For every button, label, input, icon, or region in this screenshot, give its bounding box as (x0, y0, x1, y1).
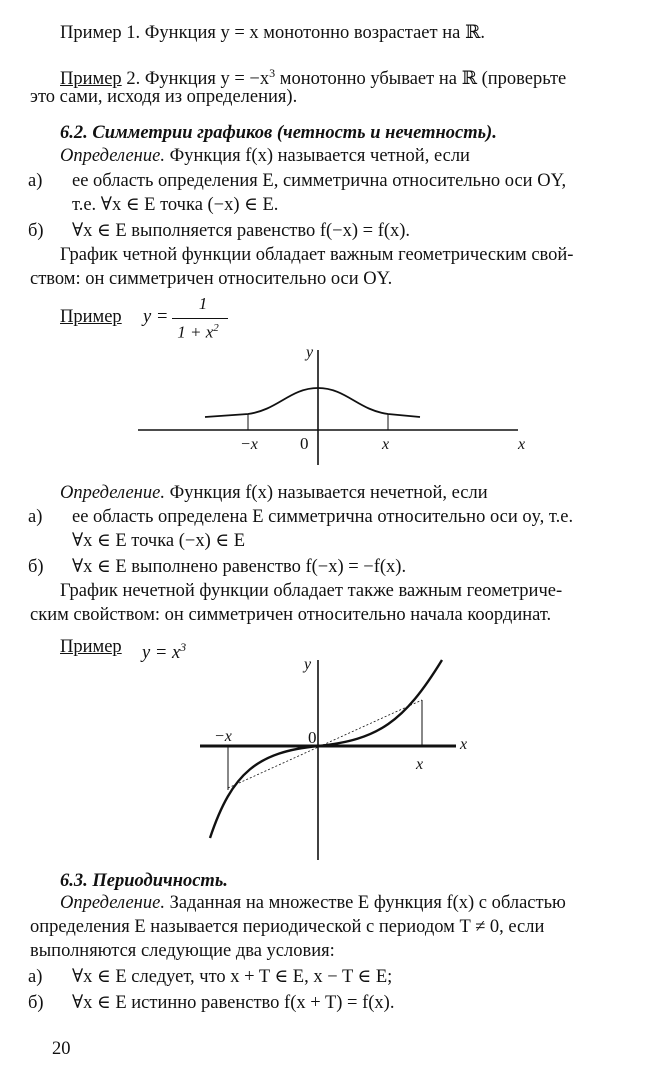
definition-periodic-3: выполняются следующие два условия: (30, 941, 335, 961)
example-1-line: Пример 1. Функция y = x монотонно возрастает на ℝ. (60, 23, 485, 43)
example-2-word: Пример (60, 69, 122, 90)
list-marker-a-2: а) (28, 507, 43, 527)
graph2-curve (210, 660, 442, 838)
odd-condition-a-line-2: ∀x ∈ E точка (−x) ∈ E (72, 531, 245, 551)
example-even-word: Пример (60, 307, 122, 327)
list-marker-a: а) (28, 171, 43, 191)
example-odd-formula: $y = x^3$ (142, 640, 187, 664)
fraction-numerator: 1 (198, 294, 208, 313)
condition-b: ∀x ∈ E выполняется равенство f(−x) = f(x). (72, 221, 411, 241)
graph1-x-axis-label: x (518, 436, 526, 453)
graph2-origin-label: 0 (308, 728, 317, 747)
graph1-neg-x-label: −x (240, 436, 258, 453)
periodic-condition-a: ∀x ∈ E следует, что x + T ∈ E, x − T ∈ E; (72, 967, 393, 987)
list-marker-b-3: б) (28, 993, 44, 1013)
odd-geometric-property-2: ским свойством: он симметричен относительно начала координат. (30, 605, 552, 625)
even-geometric-property-2: ством: он симметричен относительно оси OY. (30, 269, 393, 289)
definition-periodic-1: Определение. Заданная на множестве E функция f(x) с областью (60, 893, 566, 913)
odd-geometric-property-1: График нечетной функции обладает также важным геометриче- (60, 581, 563, 601)
list-marker-b: б) (28, 221, 44, 241)
graph2-x-tick-label: x (416, 756, 424, 773)
list-marker-a-3: а) (28, 967, 43, 987)
definition-even: Определение. Функция f(x) называется четной, если (60, 146, 470, 166)
example-even-lhs: y = (143, 307, 169, 327)
fraction-denominator: $1 + x^2$ (177, 322, 219, 342)
definition-periodic-2: определения E называется периодической с периодом T ≠ 0, если (30, 917, 545, 937)
graph2-symmetry-line (228, 700, 422, 788)
page-number: 20 (52, 1039, 71, 1059)
periodic-condition-b: ∀x ∈ E истинно равенство f(x + T) = f(x). (72, 993, 395, 1013)
example-odd-word: Пример (60, 637, 122, 657)
graph1-origin-label: 0 (300, 434, 309, 453)
odd-condition-a-line-1: ее область определена E симметрична относительно оси oy, т.е. (72, 507, 574, 527)
odd-condition-b: ∀x ∈ E выполнено равенство f(−x) = −f(x). (72, 557, 407, 577)
example-2-line: Пример 2. Функция $y = -x^3$ монотонно убывает на ℝ (проверьте (60, 66, 567, 90)
condition-a-line-2: т.е. ∀x ∈ E точка (−x) ∈ E. (72, 195, 279, 215)
graph2-y-label: y (304, 656, 312, 673)
section-6-2-title: 6.2. Симметрии графиков (четность и нечетность). (60, 123, 497, 143)
list-marker-b-2: б) (28, 557, 44, 577)
condition-a-line-1: ее область определения E, симметрична относительно оси OY, (72, 171, 567, 191)
definition-odd: Определение. Функция f(x) называется нечетной, если (60, 483, 488, 503)
graph2-x-axis-label: x (460, 736, 468, 753)
section-6-3-title: 6.3. Периодичность. (60, 871, 228, 891)
graph1-y-label: y (306, 344, 314, 361)
example-2-line-2: это сами, исходя из определения). (30, 87, 298, 107)
graph1-x-tick-label: x (382, 436, 390, 453)
graph2-neg-x-label: −x (214, 728, 232, 745)
even-geometric-property-1: График четной функции обладает важным геометрическим свой- (60, 245, 574, 265)
